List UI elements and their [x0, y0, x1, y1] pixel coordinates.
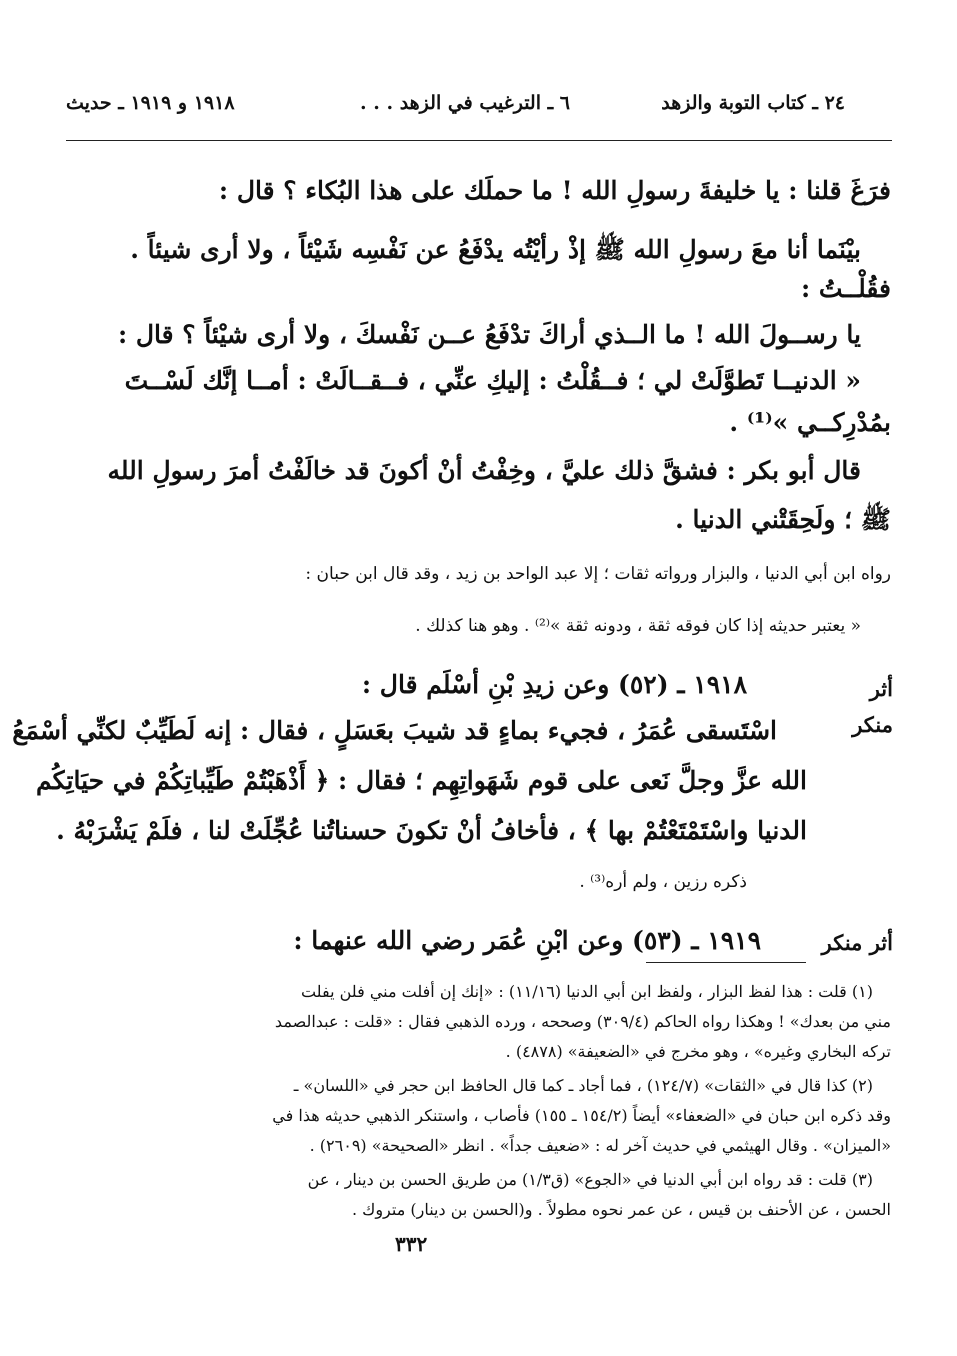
page-number: ٣٣٢ — [395, 1232, 428, 1256]
footnote-line: (١) قلت : هذا لفظ البزار ، ولفظ ابن أبي الدنيا (١١/١٦) : «إنك إن أفلت مني فلن يفلت — [300, 982, 873, 1001]
body-line: بيْنَما أنا معَ رسولِ الله ﷺ إذْ رأيْتُه يدْفَعُ عن نَفْسِه شَيْئاً ، ولا أرى شيئاً . — [130, 235, 861, 264]
body-line: فقُلْــتُ : — [800, 274, 891, 303]
hadith-title: ١٩١٩ ـ (٥٣) وعن ابْنِ عُمَر رضي الله عنهما : — [293, 926, 761, 955]
footnote-line: «الميزان» . وقال الهيثمي في حديث آخر له : «ضعيف جداً» . انظر «الصحيحة» (٢٦٠٩) . — [309, 1136, 891, 1155]
footnote-rule — [646, 962, 806, 963]
hadith-line: الدنيا واسْتَمْتَعْتُمْ بها ﴾ ، فأخافُ أنْ تكونَ حسناتُنا عُجِّلَتْ لنا ، فلَمْ يَشْرَبْهُ . — [56, 816, 807, 845]
running-header-hadith-range: ١٩١٨ و ١٩١٩ ـ حديث — [66, 92, 235, 114]
footnote-line: تركه البخاري وغيره» ، وهو مخرج في «الضعيفة» (٤٨٧٨) . — [505, 1042, 891, 1061]
header-rule — [66, 140, 892, 141]
hadith-title: ١٩١٨ ـ (٥٢) وعن زيدِ بْنِ أسْلَم قال : — [361, 670, 747, 699]
footnote-line: وقد ذكره ابن حبان في «الضعفاء» أيضاً (١٥٤/٢ ـ ١٥٥) فأصاب ، واستنكر الذهبي حديثه هذا في — [272, 1106, 891, 1125]
body-line: « الدنيــا تَطوَّلَتْ لي ؛ فــقُلْتُ : إليكِ عنِّي ، فــقــالَتْ : أمــا إنَّك لَسْــتَ — [124, 366, 861, 395]
footnote-line: (٢) كذا قال في «الثقات» (١٢٤/٧) ، فما أجاد ـ كما قال الحافظ ابن حجر في «اللسان» ـ — [293, 1076, 873, 1095]
hadith-line: الله عزَّ وجلَّ نَعى على قوم شَهَواتِهِم ؛ فقال : ﴿ أَذْهَبْتُمْ طَيِّباتِكُمْ في حيَاتِكُم — [36, 766, 807, 795]
commentary-line: رواه ابن أبي الدنيا ، والبزار ورواته ثقات ؛ إلا عبد الواحد بن زيد ، وقد قال ابن حبان : — [305, 564, 891, 584]
body-line: قال أبو بكر : فشقَّ ذلك عليَّ ، وخِفْتُ أنْ أكونَ قد خالَفْتُ أمرَ رسولِ الله — [107, 456, 861, 485]
running-header-section: ٦ ـ الترغيب في الزهد . . . — [360, 92, 571, 114]
grade-label: أثر منكر — [821, 930, 893, 955]
running-header-chapter: ٢٤ ـ كتاب التوبة والزهد — [661, 92, 845, 114]
commentary-line: ذكره رزين ، ولم أره⁽³⁾ . — [579, 872, 747, 892]
grade-label: أثر — [869, 676, 893, 701]
body-line: فرَغَ قلنا : يا خليفةَ رسولِ الله ! ما حملَك على هذا البُكاء ؟ قال : — [218, 176, 891, 205]
footnote-line: الحسن ، عن الأحنف بن قيس ، عن عمر نحوه مطولاً . و(الحسن بن دينار) متروك . — [351, 1200, 891, 1219]
commentary-line: « يعتبر حديثه إذا كان فوقه ثقة ، ودونه ثقة »⁽²⁾ . وهو هنا كذلك . — [415, 616, 861, 636]
body-line: بمُدْرِكــي »⁽¹⁾ . — [729, 408, 891, 437]
hadith-line: اسْتَسقى عُمَرُ ، فجيء بماءٍ قد شيبَ بعَسَلٍ ، فقال : إنه لَطَيِّبٌ لكنِّي أسْمَعُ — [12, 716, 777, 745]
body-line: يا رســولَ الله ! ما الــذي أراكَ تدْفَعُ عــن نَفْسكَ ، ولا أرى شيْئاً ؟ قال : — [117, 320, 861, 349]
footnote-line: مني من بعدك» ! وهكذا رواه الحاكم (٣٠٩/٤) وصححه ، ورده الذهبي فقال : «قلت : عبدالصمد — [274, 1012, 891, 1031]
body-line: ﷺ ؛ ولَحِقَتْني الدنيا . — [675, 505, 891, 534]
grade-label: منكر — [852, 712, 893, 737]
footnote-line: (٣) قلت : قد رواه ابن أبي الدنيا في «الجوع» (ق١/٣) من طريق الحسن بن دينار ، عن — [307, 1170, 873, 1189]
